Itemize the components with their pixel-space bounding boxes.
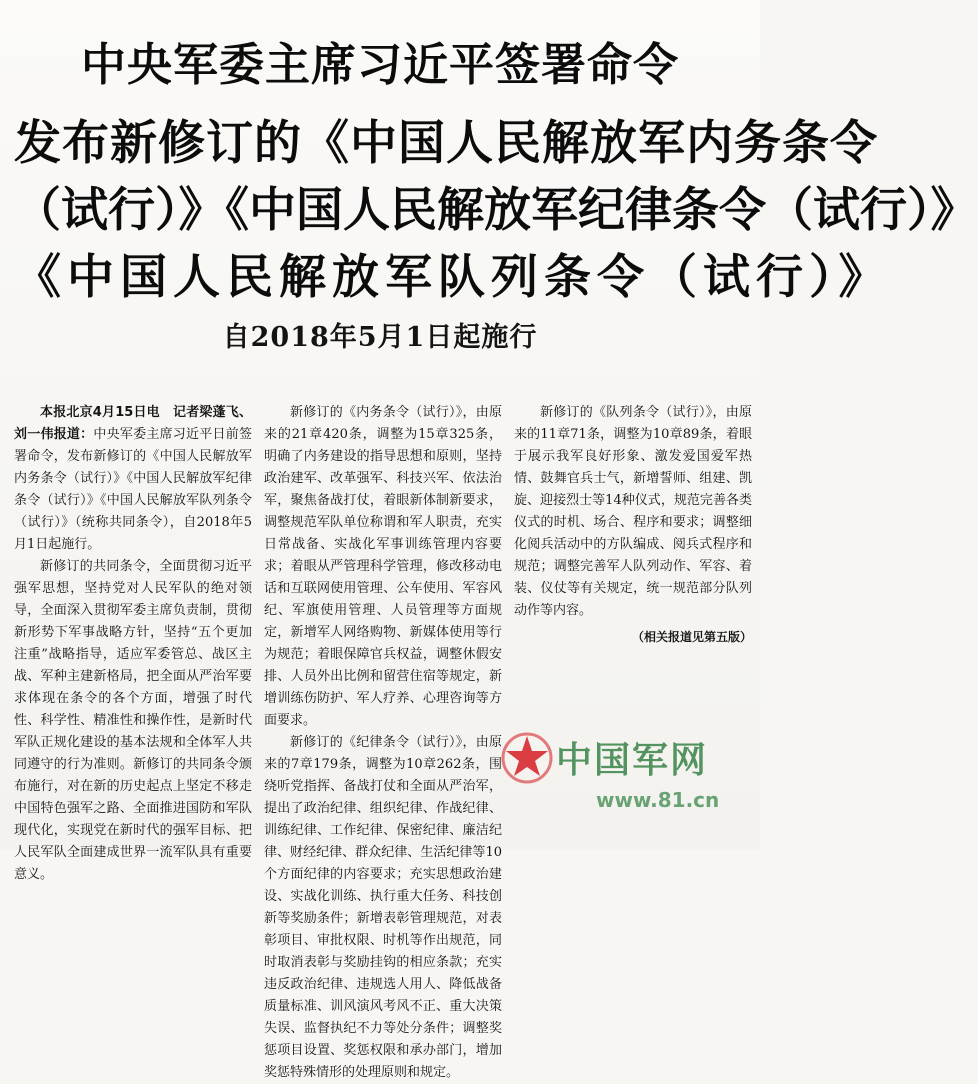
headline-line-3: （试行）》《中国人民解放军纪律条令（试行）》 — [14, 183, 978, 238]
subheadline: 自2018年5月1日起施行 — [222, 322, 538, 353]
headline-line-1: 中央军委主席习近平签署命令 — [80, 38, 679, 91]
watermark-name: 中国军网 — [556, 740, 709, 781]
article-column-2 — [264, 402, 502, 1080]
article-paragraph-2: 新修订的共同条令，全面贯彻习近平强军思想，坚持党对人民军队的绝对领导，全面深入贯彻军委主席负责制，贯彻新形势下军事战略方针，坚持“五个更加注重”战略指导，适应军委管总、战区主战、军种主建新格局，把全面从严治军要求体现在条令的各个方面，增强了时代性、科学性、精准性和操作性，是新时代军队正规化建设的基本法规和全体军人共同遵守的行为准则。新修订的共同条令颁布施行，对在新的历史起点上坚定不移走中国特色强军之路、全面推进国防和军队现代化，实现党在新时代的强军目标、把人民军队全面建成世界一流军队具有重要意义。 — [14, 559, 252, 882]
watermark-url: www.81.cn — [596, 788, 720, 812]
related-report-note: （相关报道见第五版） — [631, 630, 752, 644]
article-body — [14, 402, 752, 1080]
article-column-3 — [514, 402, 752, 844]
article-column-1 — [14, 402, 252, 882]
article-paragraph-3: 新修订的《内务条令（试行）》，由原来的21章420条，调整为15章325条，明确了内务建设的指导思想和原则，坚持政治建军、改革强军、科技兴军、依法治军，聚焦备战打仗，着眼新体制新要求，调整规范军队单位称谓和军人职责，充实日常战备、实战化军事训练管理内容要求；着眼从严管理科学管理，修改移动电话和互联网使用管理、公车使用、军容风纪、军旗使用管理、人员管理等方面规定，新增军人网络购物、新媒体使用等行为规范；着眼保障官兵权益，调整休假安排、人员外出比例和留营住宿等规定，新增训练伤防护、军人疗养、心理咨询等方面要求。 — [264, 405, 502, 728]
headline-line-2: 发布新修订的《中国人民解放军内务条令 — [14, 116, 878, 171]
article-paragraph-1: 中央军委主席习近平日前签署命令，发布新修订的《中国人民解放军内务条令（试行）》《中国人民解放军纪律条令（试行）》《中国人民解放军队列条令（试行）》（统称共同条令），自2018年5月1日起施行。 — [14, 427, 252, 552]
article-paragraph-lead — [14, 402, 252, 556]
article-paragraph-5: 新修订的《队列条令（试行）》，由原来的11章71条，调整为10章89条，着眼于展示我军良好形象、激发爱国爱军热情、鼓舞官兵士气，新增誓师、组建、凯旋、迎接烈士等14种仪式，规范完善各类仪式的时机、场合、程序和要求；调整细化阅兵活动中的方队编成、阅兵式程序和规范；调整完善军人队列动作、军容、着装、仪仗等有关规定，统一规范部分队列动作等内容。 — [514, 405, 752, 618]
article-dateline: 本报北京4月15日电 记者梁蓬飞、刘一伟报道： — [14, 405, 252, 442]
headline-line-4: 《中国人民解放军队列条令（试行）》 — [14, 250, 892, 305]
article-paragraph-4: 新修订的《纪律条令（试行）》，由原来的7章179条，调整为10章262条，围绕听党指挥、备战打仗和全面从严治军，提出了政治纪律、组织纪律、作战纪律、训练纪律、工作纪律、保密纪律、廉洁纪律、财经纪律、群众纪律、生活纪律等10个方面纪律的内容要求；充实思想政治建设、实战化训练、执行重大任务、科技创新等奖励条件；新增表彰管理规范，对表彰项目、审批权限、时机等作出规范，同时取消表彰与奖励挂钩的相应条款；充实违反政治纪律、违规选人用人、降低战备质量标准、训风演风考风不正、重大决策失误、监督执纪不力等处分条件；调整奖惩项目设置、奖惩权限和承办部门，增加奖惩特殊情形的处理原则和规定。 — [264, 735, 502, 1080]
